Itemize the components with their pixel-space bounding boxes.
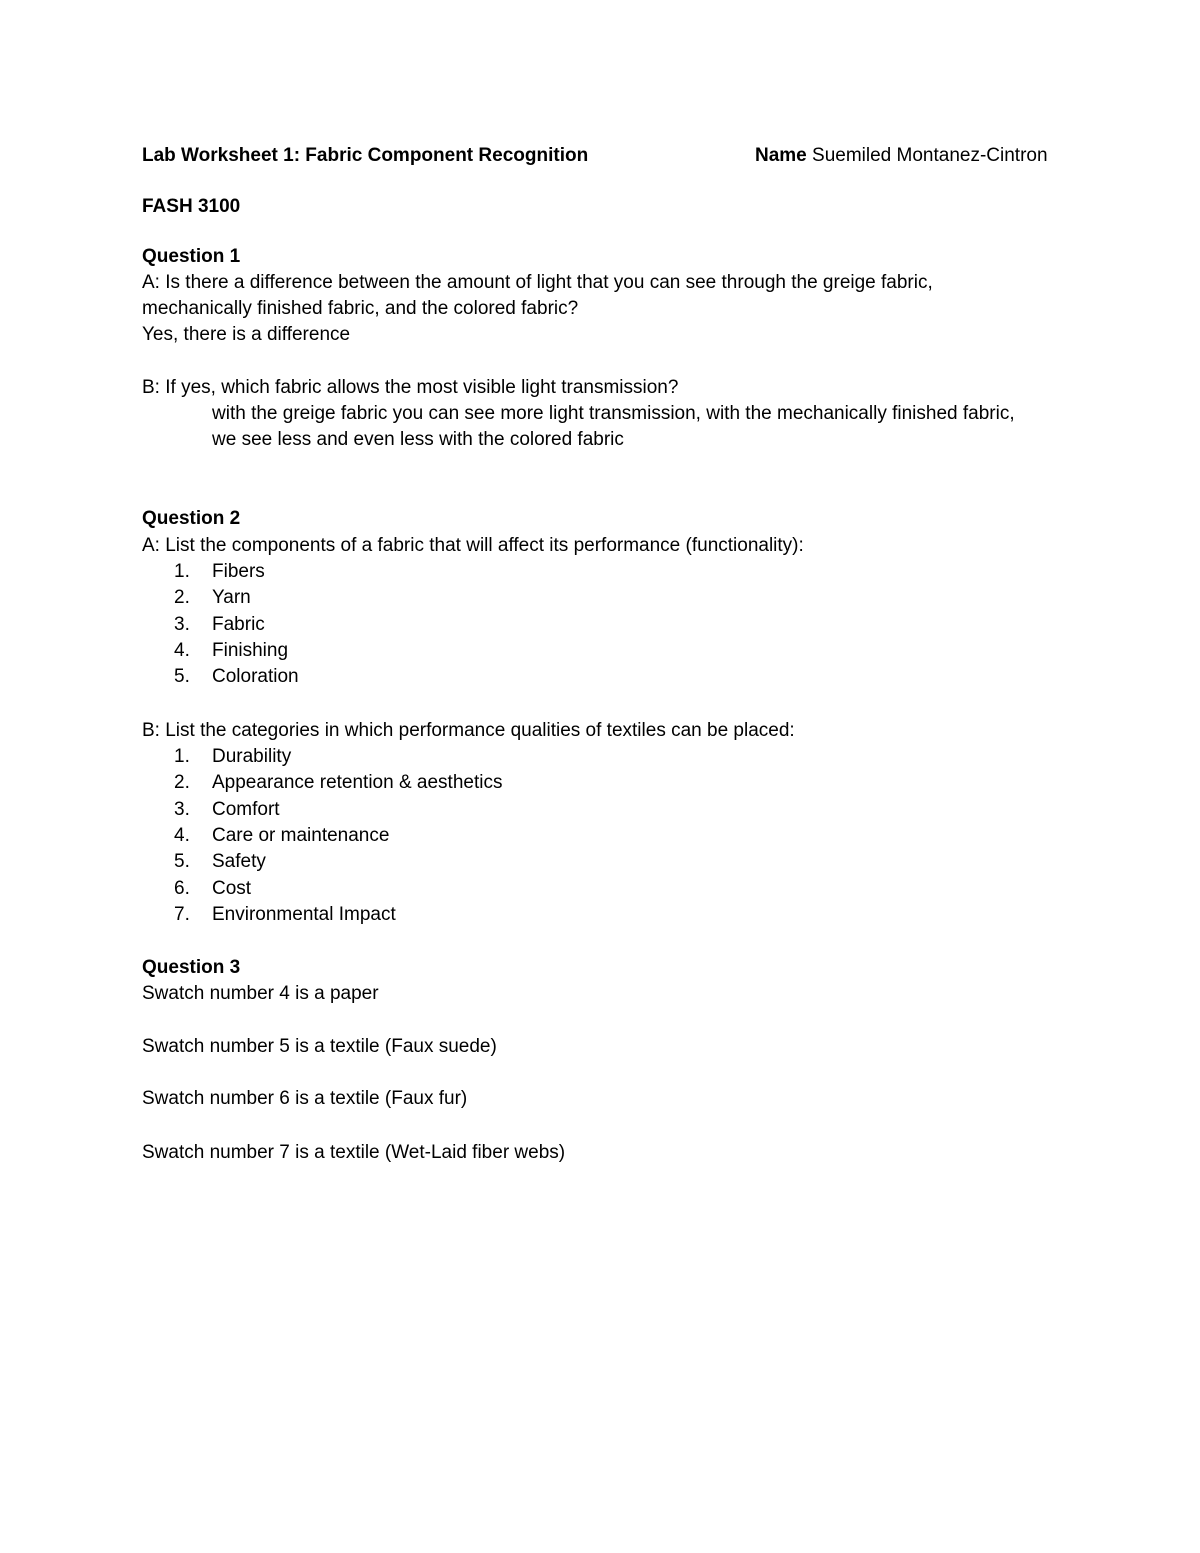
question-1a-text-line1: A: Is there a difference between the amount of light that you can see through the greige fabric, <box>142 272 933 293</box>
name-label: Name <box>755 145 807 166</box>
question-1b-text: B: If yes, which fabric allows the most visible light transmission? <box>142 377 679 398</box>
list-item: Fibers <box>212 561 265 582</box>
swatch-answer: Swatch number 6 is a textile (Faux fur) <box>142 1088 468 1109</box>
list-item-number: 1. <box>174 561 190 582</box>
list-item-number: 5. <box>174 851 190 872</box>
list-item-number: 4. <box>174 825 190 846</box>
question-1b-answer-line2: we see less and even less with the colored fabric <box>212 429 624 450</box>
list-item: Safety <box>212 851 266 872</box>
course-code: FASH 3100 <box>142 196 241 217</box>
swatch-answer: Swatch number 5 is a textile (Faux suede) <box>142 1036 497 1057</box>
name-field <box>755 145 1048 167</box>
list-item-number: 1. <box>174 746 190 767</box>
list-item: Environmental Impact <box>212 904 396 925</box>
list-item: Fabric <box>212 614 265 635</box>
list-item: Finishing <box>212 640 289 661</box>
list-item-number: 2. <box>174 772 190 793</box>
question-2a-text: A: List the components of a fabric that will affect its performance (functionality): <box>142 535 804 556</box>
list-item-number: 3. <box>174 614 190 635</box>
list-item: Coloration <box>212 666 299 687</box>
question-1-heading: Question 1 <box>142 246 241 267</box>
list-item: Cost <box>212 878 252 899</box>
swatch-answer: Swatch number 4 is a paper <box>142 983 379 1004</box>
list-item: Appearance retention & aesthetics <box>212 772 503 793</box>
list-item-number: 6. <box>174 878 190 899</box>
question-2b-text: B: List the categories in which performance qualities of textiles can be placed: <box>142 720 795 741</box>
list-item: Yarn <box>212 587 251 608</box>
worksheet-title: Lab Worksheet 1: Fabric Component Recognition <box>142 145 589 166</box>
question-3-heading: Question 3 <box>142 957 241 978</box>
question-1b-answer-line1: with the greige fabric you can see more light transmission, with the mechanically finished fabric, <box>212 403 1015 424</box>
list-item: Care or maintenance <box>212 825 390 846</box>
list-item: Durability <box>212 746 292 767</box>
question-1a-answer: Yes, there is a difference <box>142 324 351 345</box>
list-item: Comfort <box>212 799 280 820</box>
list-item-number: 2. <box>174 587 190 608</box>
question-1a-text-line2: mechanically finished fabric, and the colored fabric? <box>142 298 579 319</box>
student-name: Suemiled Montanez-Cintron <box>812 145 1048 166</box>
list-item-number: 3. <box>174 799 190 820</box>
swatch-answer: Swatch number 7 is a textile (Wet-Laid fiber webs) <box>142 1142 566 1163</box>
list-item-number: 7. <box>174 904 190 925</box>
list-item-number: 5. <box>174 666 190 687</box>
question-2-heading: Question 2 <box>142 508 241 529</box>
list-item-number: 4. <box>174 640 190 661</box>
